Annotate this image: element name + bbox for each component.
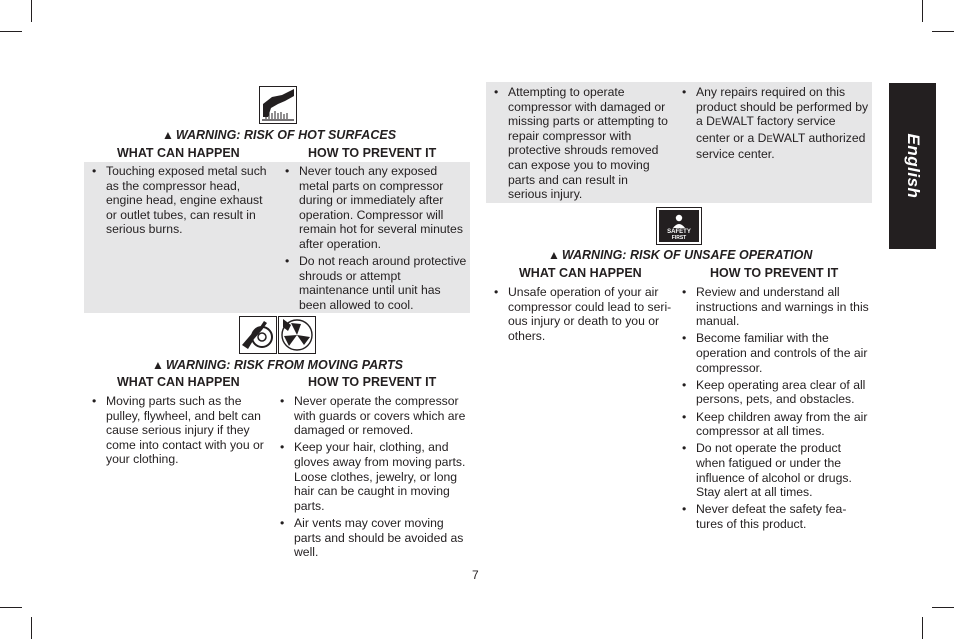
- hot-surfaces-warning-title: ▲ WARNING: RISK OF HOT SURFACES: [162, 128, 397, 142]
- list-item: • Moving parts such as the pulley, flywheel, and belt can cause serious injury if they come into contact with you or your clothing.: [92, 394, 272, 467]
- warning-triangle-icon: ▲: [162, 128, 174, 142]
- crop-mark: [31, 617, 32, 639]
- moving-what-header: WHAT CAN HAPPEN: [117, 375, 240, 389]
- moving-how-list: [280, 394, 470, 562]
- hot-surface-hand-icon: [259, 86, 297, 124]
- crop-mark: [0, 31, 22, 32]
- list-item: • Keep operating area clear of all persons, pets, and obstacles.: [682, 378, 872, 407]
- unsafe-how-header: HOW TO PREVENT IT: [710, 266, 839, 280]
- list-item: • Keep children away from the air compressor at all times.: [682, 410, 872, 439]
- language-tab-label: English: [903, 133, 923, 199]
- safety-first-bottom-text: FIRST: [671, 235, 687, 241]
- list-item: • Never defeat the safety fea-tures of this product.: [682, 502, 872, 531]
- hot-what-header: WHAT CAN HAPPEN: [117, 146, 240, 160]
- list-item: • Touching exposed metal such as the compressor head, engine head, engine exhaust or outlet tubes, can result in serious burns.: [92, 164, 272, 237]
- list-item: • Any repairs required on this product should be performed by a DEWALT factory service center or a DEWALT authorized service center.: [682, 85, 870, 162]
- unsafe-operation-warning-title: ▲ WARNING: RISK OF UNSAFE OPERATION: [548, 248, 813, 262]
- continued-what-list: [494, 85, 670, 204]
- hot-how-list: [285, 164, 468, 315]
- crop-mark: [922, 617, 923, 639]
- unsafe-what-list: [494, 285, 674, 346]
- crop-mark: [0, 607, 22, 608]
- warning-triangle-icon: ▲: [548, 248, 560, 262]
- hot-what-list: [92, 164, 272, 240]
- moving-parts-warning-title: ▲ WARNING: RISK FROM MOVING PARTS: [152, 358, 403, 372]
- list-item: • Review and understand all instructions and warnings in this manual.: [682, 285, 872, 329]
- list-item: • Unsafe operation of your air compressor could lead to seri-ous injury or death to you or others.: [494, 285, 674, 343]
- crop-mark: [932, 31, 954, 32]
- language-tab: [889, 83, 936, 249]
- crop-mark: [922, 0, 923, 22]
- list-item: • Do not operate the product when fatigued or under the influence of alcohol or drugs. Stay alert at all times.: [682, 441, 872, 499]
- warning-triangle-icon: ▲: [152, 358, 164, 372]
- unsafe-what-header: WHAT CAN HAPPEN: [519, 266, 642, 280]
- list-item: • Keep your hair, clothing, and gloves away from moving parts. Loose clothes, jewelry, or long hair can be caught in moving parts.: [280, 440, 470, 513]
- crop-mark: [31, 0, 32, 22]
- list-item: • Attempting to operate compressor with damaged or missing parts or attempting to repair compressor with protective shrouds removed can expose you to moving parts and can result in serious injury.: [494, 85, 670, 202]
- hot-how-header: HOW TO PREVENT IT: [308, 146, 437, 160]
- pulley-entanglement-icon: [239, 316, 277, 354]
- crop-mark: [932, 607, 954, 608]
- safety-first-top-text: SAFETY: [667, 229, 691, 235]
- list-item: • Never operate the compressor with guards or covers which are damaged or removed.: [280, 394, 470, 438]
- list-item: • Do not reach around protective shrouds or attempt maintenance until unit has been allowed to cool.: [285, 254, 468, 312]
- list-item: • Air vents may cover moving parts and should be avoided as well.: [280, 516, 470, 560]
- page-number: 7: [472, 568, 479, 582]
- safety-first-icon: [656, 207, 702, 245]
- unsafe-how-list: [682, 285, 872, 534]
- moving-how-header: HOW TO PREVENT IT: [308, 375, 437, 389]
- list-item: • Become familiar with the operation and controls of the air compressor.: [682, 331, 872, 375]
- fan-blade-icon: [278, 316, 316, 354]
- list-item: • Never touch any exposed metal parts on compressor during or immediately after operation. Compressor will remain hot for several minutes after operation.: [285, 164, 468, 252]
- continued-how-list: [682, 85, 870, 165]
- moving-what-list: [92, 394, 272, 470]
